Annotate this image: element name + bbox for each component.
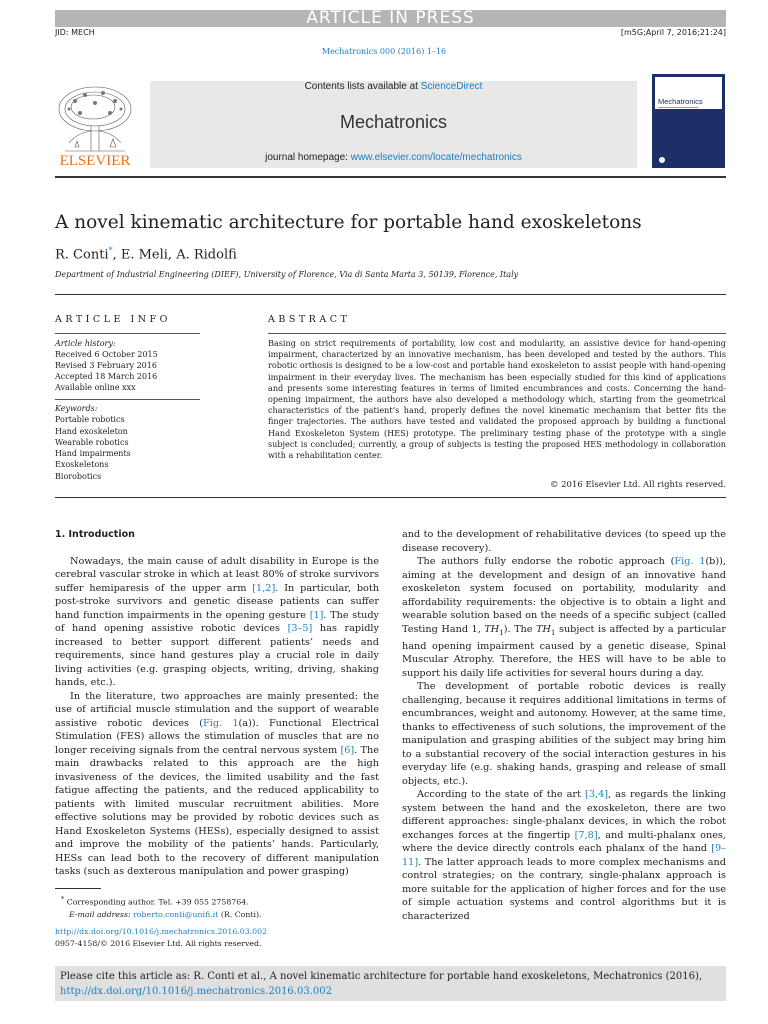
corresponding-author-mark[interactable]: * bbox=[108, 246, 113, 255]
email-line: E-mail address: roberto.conti@unifi.it (R. Conti). bbox=[69, 909, 262, 919]
journal-name: Mechatronics bbox=[339, 112, 448, 132]
paragraph: In the literature, two approaches are mainly presented: the use of artificial muscle stimulation and the support of wearable assistive robotic devices (Fig. 1(a)). Functional Electrical Stimulation (FES) allows the stimulation of muscles that are no longer receiving signals from the central nervous system [6]. The main drawbacks related to this approach are the high invasiveness of the devices, the limited usability and the fast fatigue affecting the patients, and the reduced applicability to patients with limited muscular recruitment abilities. More effective solutions may be provided by robotic devices such as Hand Exoskeleton Systems (HESs), especially designed to assist and improve the mobility of the patients’ hands. Particularly, HESs can lead both to the recovery of different manipulation tasks (such as dexterous manipulation and power grasping) bbox=[55, 690, 379, 877]
citation-link[interactable]: [1,2] bbox=[252, 582, 276, 594]
title-divider bbox=[55, 294, 726, 295]
affiliation: Department of Industrial Engineering (DIEF), University of Florence, Via di Santa Marta 3, 50139, Florence, Italy bbox=[55, 270, 519, 279]
history-label: Article history: bbox=[55, 339, 116, 348]
author-first: R. Conti bbox=[55, 247, 109, 263]
cite-this-article-box bbox=[55, 966, 726, 1001]
abstract-heading: ABSTRACT bbox=[268, 314, 351, 325]
contents-prefix: Contents lists available at bbox=[304, 81, 421, 92]
paragraph: The development of portable robotic devices is really challenging, because it requires additional limitations in terms of encumbrances, weight and autonomy. However, at the same time, thanks to effectiveness of such solutions, the improvement of the manipulation and grasping abilities of the subject may bring him to a substantial recovery of the social interaction gestures in his everyday life (e.g. shaking hands, grasping and release of small objects, etc.). bbox=[402, 681, 726, 787]
homepage-prefix: journal homepage: bbox=[265, 152, 351, 163]
keyword: Wearable robotics bbox=[55, 437, 129, 447]
author-rest: , E. Meli, A. Ridolfi bbox=[112, 247, 237, 263]
keyword: Exoskeletons bbox=[55, 460, 109, 470]
journal-id: JID: MECH bbox=[55, 28, 95, 37]
abstract-divider bbox=[55, 497, 726, 498]
history-item: Accepted 18 March 2016 bbox=[55, 372, 158, 381]
citation-link[interactable]: [3,4] bbox=[585, 789, 609, 801]
doi-block bbox=[55, 926, 267, 949]
journal-reference[interactable]: Mechatronics 000 (2016) 1–16 bbox=[321, 47, 447, 56]
article-info-heading: ARTICLE INFO bbox=[55, 314, 171, 325]
cover-emblem-icon bbox=[659, 157, 665, 163]
history-item: Available online xxx bbox=[55, 383, 136, 392]
paragraph: Nowadays, the main cause of adult disability in Europe is the cerebral vascular stroke in which at least 80% of stroke survivors suffer hemiparesis of the upper arm [1,2]. In particular, both post-stroke survivors and genetic disease patients can suffer hand function impairments in the opening gesture [1]. The study of hand opening assistive robotic devices [3–5] has rapidly increased to better support different patients’ needs and requirements, since hand gestures play a crucial role in daily living activities (e.g. grasping objects, writing, driving, shaking hands, etc.). bbox=[55, 555, 380, 688]
homepage-link[interactable]: www.elsevier.com/locate/mechatronics bbox=[350, 152, 522, 163]
contents-line bbox=[150, 81, 637, 92]
citation-link[interactable]: [7,8] bbox=[574, 829, 598, 841]
citation-link[interactable]: [9–11] bbox=[402, 843, 726, 868]
history-item: Received 6 October 2015 bbox=[55, 350, 158, 359]
citation-link[interactable]: [3–5] bbox=[287, 623, 313, 634]
citation-doi-link[interactable]: http://dx.doi.org/10.1016/j.mechatronics.2016.03.002 bbox=[60, 986, 332, 997]
header-divider bbox=[55, 176, 726, 178]
cover-title: Mechatronics bbox=[658, 97, 703, 106]
copyright-notice: © 2016 Elsevier Ltd. All rights reserved. bbox=[549, 480, 726, 490]
paragraph: and to the development of rehabilitative devices (to speed up the disease recovery). bbox=[402, 529, 726, 554]
paragraph: The authors fully endorse the robotic approach (Fig. 1(b)), aiming at the development and design of an innovative hand exoskeleton system focused on portability, modularity and affordability requirements: the objective is to obtain a light and wearable solution based on the needs of a specific subject (called Testing Hand 1, $TH_1$). The $TH_1$ subject is affected by a particular hand opening impairment caused by a genetic disease, Spinal Muscular Atrophy. Therefore, the HES will have to be able to support his daily life activities for several hours during a day. bbox=[402, 556, 727, 679]
keyword: Portable robotics bbox=[55, 415, 125, 425]
corresponding-author-note: * Corresponding author. Tel. +39 055 2758764. bbox=[61, 895, 249, 907]
journal-cover-thumbnail[interactable] bbox=[652, 74, 725, 168]
footnote bbox=[55, 893, 262, 921]
article-in-press-banner: ARTICLE IN PRESS bbox=[55, 10, 726, 27]
keywords-label: Keywords: bbox=[55, 404, 98, 413]
section-heading: 1. Introduction bbox=[55, 529, 135, 540]
elsevier-logo[interactable] bbox=[55, 81, 135, 168]
citation-text: Please cite this article as: R. Conti et al., A novel kinematic architecture for portable hand exoskeletons, Mechatronics (2016), bbox=[60, 971, 703, 982]
keyword: Hand impairments bbox=[55, 449, 131, 459]
author-list bbox=[55, 246, 237, 262]
history-item: Revised 3 February 2016 bbox=[55, 361, 157, 370]
figure-link[interactable]: Fig. 1 bbox=[203, 717, 239, 729]
issn-line: 0957-4158/© 2016 Elsevier Ltd. All rights reserved. bbox=[55, 938, 262, 948]
abstract-rule bbox=[268, 333, 726, 334]
footnote-rule bbox=[55, 888, 101, 889]
keywords-list bbox=[55, 403, 131, 482]
tree-icon bbox=[55, 81, 135, 168]
sciencedirect-link[interactable]: ScienceDirect bbox=[420, 81, 483, 92]
doi-link[interactable]: http://dx.doi.org/10.1016/j.mechatronics.2016.03.002 bbox=[55, 927, 268, 936]
email-link[interactable]: roberto.conti@unifi.it bbox=[133, 909, 219, 919]
keyword: Hand exoskeleton bbox=[55, 426, 128, 436]
keywords-rule bbox=[55, 399, 200, 400]
homepage-line bbox=[150, 152, 637, 163]
body-column-right bbox=[402, 528, 726, 923]
article-history bbox=[55, 338, 158, 393]
paragraph: According to the state of the art [3,4], as regards the linking system between the hand and the exoskeleton, there are two different approaches: single-phalanx devices, in which the robot exchanges forces at the fingertip [7,8], and multi-phalanx ones, where the device directly controls each phalanx of the hand [9–11]. The latter approach leads to more complex mechanisms and control strategies; on the contrary, single-phalanx approach is more suitable for the application of higher forces and for the use of simple actuation systems and control algorithms but it is characterized bbox=[402, 789, 727, 922]
citation-link[interactable]: [6] bbox=[340, 744, 355, 756]
article-title: A novel kinematic architecture for portable hand exoskeletons bbox=[55, 212, 642, 233]
publisher-wordmark: ELSEVIER bbox=[59, 153, 131, 168]
date-stamp: [m5G;April 7, 2016;21:24] bbox=[620, 28, 726, 37]
abstract-text: Basing on strict requirements of portability, low cost and modularity, an assistive device for hand-opening impairment, characterized by an innovative mechanism, has been developed and tested by the authors. This robotic orthosis is designed to be a low-cost and portable hand exoskeleton to assist people with hand-opening impairment in their everyday lives. The mechanism has been especially studied for this kind of applications and presents some interesting features in terms of limited encumbrances and costs. Concerning the hand-opening impairment, the authors have also developed a methodology which, starting from the geometrical characteristics of the patient’s hand, properly defines the novel kinematic mechanism that better fits the finger trajectories. The authors have tested and validated the proposed approach by building a functional Hand Exoskeleton System (HES) prototype. The preliminary testing phase of the prototype with a single subject is concluded; currently, a group of subjects is testing the proposed HES methodology in collaboration with a rehabilitation center. bbox=[268, 338, 726, 461]
article-info-rule bbox=[55, 333, 200, 334]
body-column-left bbox=[55, 528, 379, 879]
keyword: Biorobotics bbox=[55, 471, 102, 481]
citation-link[interactable]: [1] bbox=[309, 609, 324, 621]
figure-link[interactable]: Fig. 1 bbox=[674, 556, 706, 567]
